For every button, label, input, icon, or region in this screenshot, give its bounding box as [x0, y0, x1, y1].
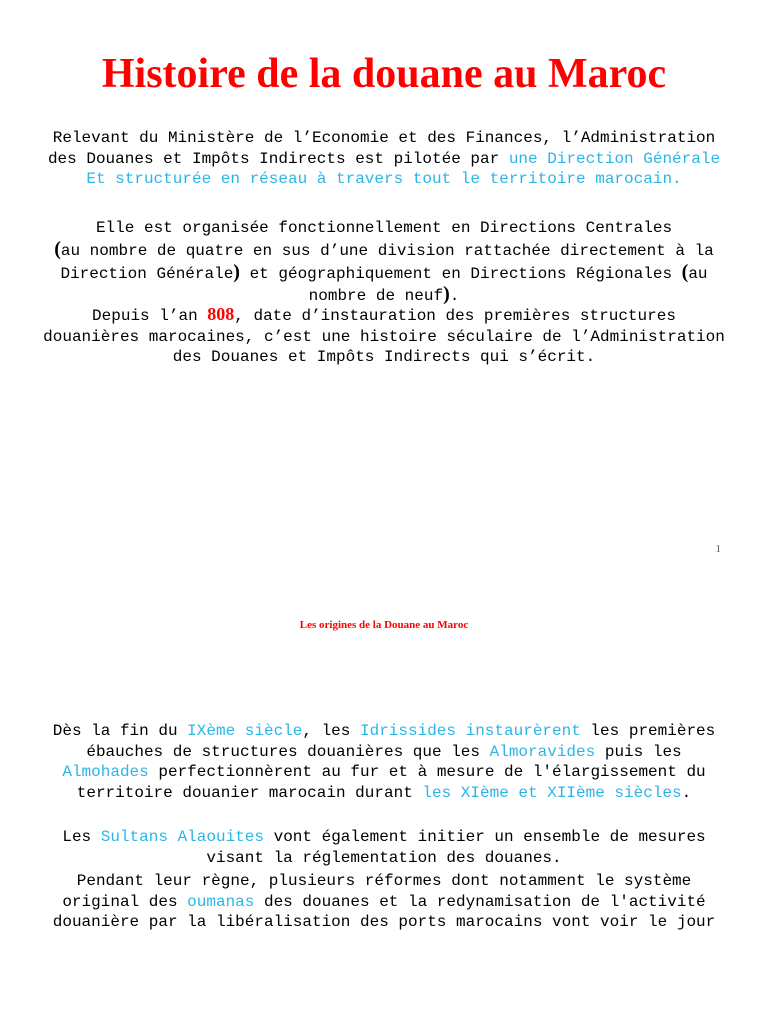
origins-paragraph-2	[40, 827, 728, 868]
origins-text: Pendant leur règne, plusieurs réformes dont notamment le système original des	[62, 872, 692, 911]
origins-text: vont également initier un ensemble de mesures visant la réglementation des douanes.	[206, 828, 706, 867]
origins-text: .	[681, 783, 692, 802]
intro-paragraph-3	[40, 239, 728, 307]
page-title: Histoire de la douane au Maroc	[101, 51, 667, 97]
origins-paragraph-1	[40, 721, 728, 803]
intro-text: , date d’instauration des premières structures douanières marocaines, c’est une histoire séculaire de l’Administration des Douanes et Impôts Indirects qui s’écrit.	[43, 307, 725, 366]
section-title: Les origines de la Douane au Maroc	[299, 619, 469, 631]
highlight-almohades: Almohades	[62, 763, 149, 781]
origins-text: , les	[302, 722, 360, 740]
paren: (	[681, 260, 689, 283]
paren: (	[54, 238, 61, 260]
origins-text: les premières ébauches de structures douanières que les	[86, 722, 716, 761]
intro-text: Relevant du Ministère de l’Economie et des Finances, l’Administration des Douanes et Impôts Indirects est pilotée par	[47, 129, 716, 168]
intro-paragraph-1	[40, 128, 728, 190]
origins-text: Les	[62, 828, 101, 846]
highlight-almoravides: Almoravides	[489, 742, 596, 761]
paren: )	[233, 260, 240, 283]
intro-text: Depuis l’an	[92, 307, 208, 325]
origins-paragraph-3	[40, 871, 728, 933]
intro-text: au nombre de quatre en sus d’une division rattachée directement à la Direction Générale	[60, 242, 714, 283]
intro-text: au nombre de neuf	[308, 264, 708, 305]
highlight-idrissides: Idrissides instaurèrent	[359, 722, 581, 740]
intro-paragraph-4	[40, 304, 728, 368]
highlight-sultans: Sultans Alaouites	[100, 828, 264, 846]
origins-text: des douanes et la redynamisation de l'activité douanière par la libéralisation des ports marocains vont voir le jour	[52, 892, 716, 931]
intro-text: Elle est organisée fonctionnellement en Directions Centrales	[95, 219, 673, 237]
paren: )	[443, 283, 450, 305]
intro-paragraph-2	[40, 218, 728, 239]
highlight-centuries: les XIème et XIIème siècles	[422, 783, 682, 802]
intro-highlight-direction: une Direction Générale Et structurée en réseau à travers tout le territoire marocain.	[86, 149, 721, 188]
intro-text: et géographiquement en Directions Régionales	[239, 264, 682, 283]
page-number: 1	[715, 543, 721, 555]
highlight-century: IXème siècle	[187, 722, 303, 740]
intro-text: .	[449, 287, 460, 305]
origins-text: puis les	[595, 742, 682, 761]
origins-text: perfectionnèrent au fur et à mesure de l'élargissement du territoire douanier marocain durant	[76, 763, 706, 802]
year-808: 808	[207, 304, 235, 324]
origins-text: Dès la fin du	[52, 722, 188, 740]
highlight-oumanas: oumanas	[187, 892, 255, 911]
